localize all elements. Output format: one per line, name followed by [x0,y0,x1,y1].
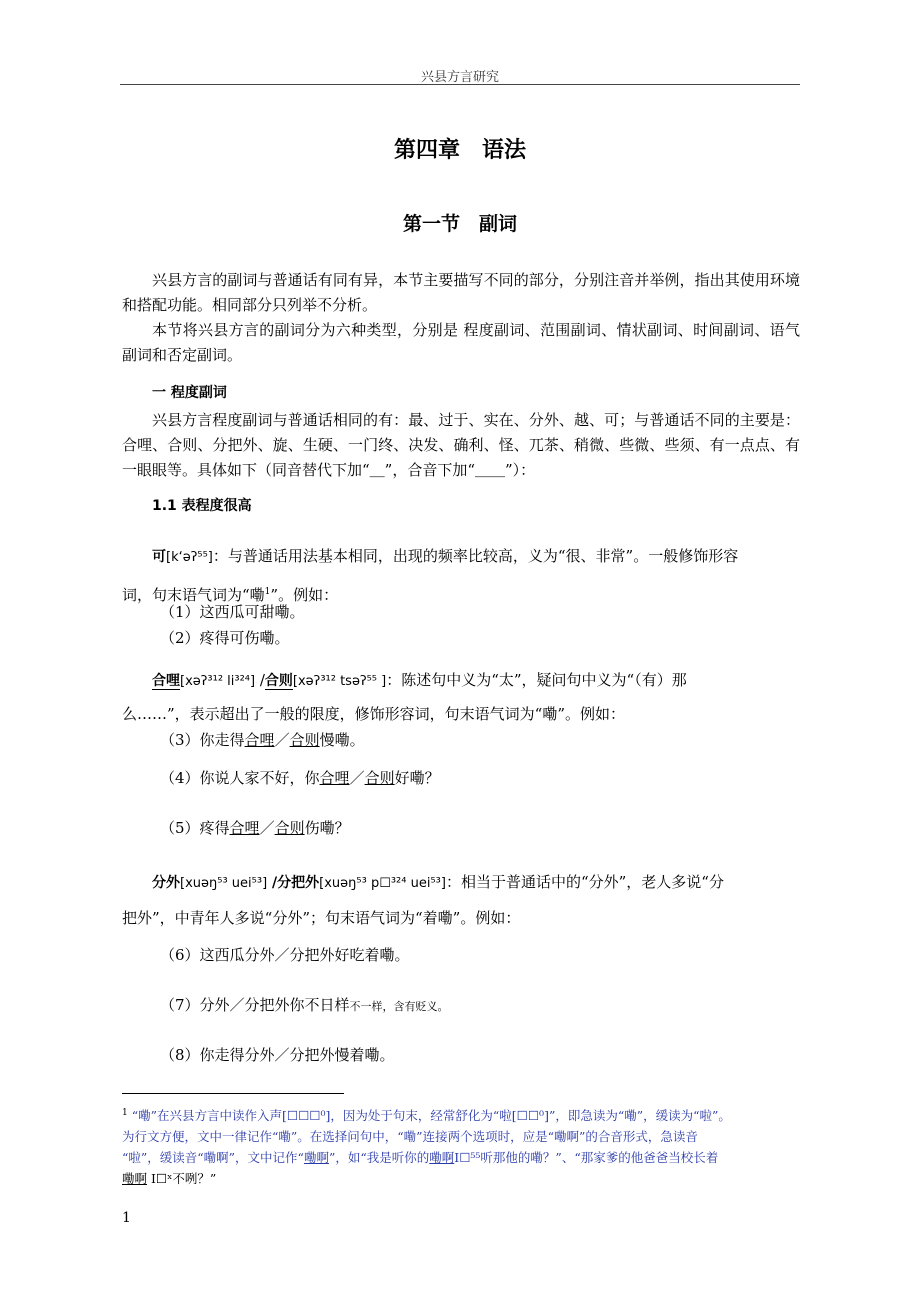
footnote: $^1$ “嘞”在兴县方言中读作入声[☐☐☐⁰]，因为处于句末，经常舒化为“啦[☐☐⁰]”，即急读为“嘞”，缓读为“啦”。 为行文方便，文中一律记作“嘞”。在选择问句中，“嘞”连接两个选项时，应是“嘞啊”的合音形式，急读音 “啦”，缓读音“嘞啊”，文中记作“嘞啊”，如“我是听你的嘞啊I☐⁵⁵听那他的嘞？”、“那家爹的他爸爸当校长着 嘞啊 I☐ˣ不咧？” [122,1103,802,1189]
sub1-block [122,494,800,519]
term-heze: 合则 [264,673,293,689]
chapter-title: 第四章 语法 [393,138,526,163]
intro-block [122,268,800,368]
def-ke-2b: ”。例如： [270,586,339,604]
footnote-ref: 1 [264,587,271,597]
example-1: （1）这西瓜可甜嘞。 [160,603,305,621]
example-8: （8）你走得分外／分把外慢着嘞。 [160,1046,395,1064]
example-3: （3）你走得合哩／合则慢嘞。 [160,731,365,749]
sub1-heading: 1.1 表程度很高 [152,498,252,514]
footnote-line-1: “嘞”在兴县方言中读作入声[☐☐☐⁰]，因为处于句末，经常舒化为“啦[☐☐⁰]”，即急读为“嘞”，缓读为“啦”。 [131,1108,731,1124]
def-heli-2: 么……”，表示超出了一般的限度，修饰形容词，句末语气词为“嘞”。例如： [122,705,626,723]
part1-block [122,381,800,483]
entry-heli [122,663,800,699]
def-fenwai-2: 把外”，中青年人多说“分外”；句末语气词为“着嘞”。例如： [122,909,521,927]
term-fenbawai: 分把外 [277,875,320,891]
term-fenwai: 分外 [152,875,180,891]
term-ke: 可 [152,549,166,565]
part1-heading: 一 程度副词 [152,385,227,401]
ipa-heli: [xəʔ³¹² li³²⁴] [180,674,256,689]
sep-heli: / [255,671,265,689]
page-number: 1 [122,1210,131,1226]
example-7: （7）分外／分把外你不日样不一样，含有贬义。 [160,996,449,1014]
example-6: （6）这西瓜分外／分把外好吃着嘞。 [160,946,410,964]
ipa-fenbawai: [xuəŋ⁵³ p☐³²⁴ uei⁵³] [319,876,446,891]
example-5: （5）疼得合哩／合则伤嘞？ [160,819,350,837]
def-ke-2a: 词，句末语气词为“嘞 [122,586,265,604]
entry-fenwai [122,865,800,935]
footnote-mark: 1 [122,1108,128,1118]
sep-fenwai: / [267,875,278,891]
def-fenwai-1: ：相当于普通话中的“分外”，老人多说“分 [445,873,724,891]
example-4: （4）你说人家不好，你合哩／合则好嘞？ [160,769,440,787]
footnote-line-2: 为行文方便，文中一律记作“嘞”。在选择问句中，“嘞”连接两个选项时，应是“嘞啊”的合音形式，急读音 [122,1129,698,1145]
intro-paragraph-1: 兴县方言的副词与普通话有同有异，本节主要描写不同的部分，分别注音并举例，指出其使用环境和搭配功能。相同部分只列举不分析。 [122,271,800,314]
def-ke-1: ：与普通话用法基本相同，出现的频率比较高，义为“很、非常”。一般修饰形容 [212,547,739,565]
header-rule [120,84,800,85]
part1-paragraph: 兴县方言程度副词与普通话相同的有：最、过于、实在、分外、越、可；与普通话不同的主要是：合哩、合则、分把外、旋、生硬、一门终、决发、确利、怪、兀茶、稍微、些微、些须、有一点点、有一眼眼等。具体如下（同音替代下加“＿”，合音下加“＿＿”）： [122,411,800,479]
ipa-heze: [xəʔ³¹² tsəʔ⁵⁵ ] [292,674,387,689]
running-header: 兴县方言研究 [420,70,499,85]
example-2: （2）疼得可伤嘞。 [160,629,290,647]
ipa-ke: [k‘əʔ⁵⁵] [166,550,213,565]
footnote-rule [122,1093,344,1094]
section-title: 第一节 副词 [402,213,517,235]
def-heli-1: ：陈述句中义为“太”，疑问句中义为“（有）那 [386,671,687,689]
intro-paragraph-2: 本节将兴县方言的副词分为六种类型，分别是 程度副词、范围副词、情状副词、时间副词、语气副词和否定副词。 [122,321,800,364]
ipa-fenwai: [xuəŋ⁵³ uei⁵³] [180,876,268,891]
term-heli: 合哩 [152,673,180,689]
